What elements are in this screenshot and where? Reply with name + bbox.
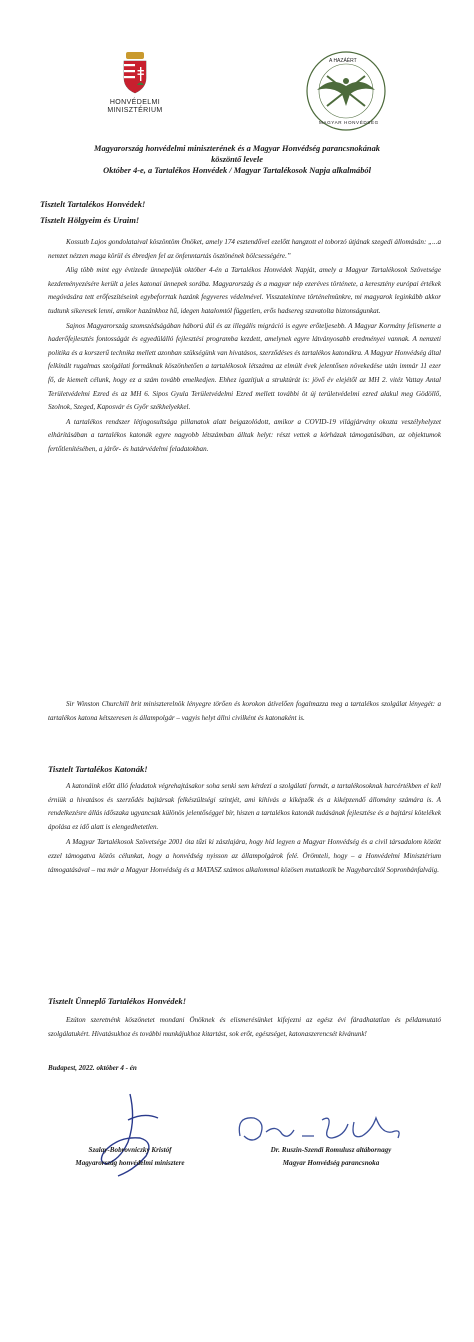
salutation-reservists: Tisztelt Tartalékos Honvédek! <box>40 199 146 209</box>
letter-title <box>40 143 434 176</box>
signatory-minister <box>40 1144 220 1170</box>
title-line2: köszöntő levele <box>211 155 263 164</box>
paragraph-closing: Ezúton szeretnénk köszönetet mondani Önöknek és elismerésünket kifejezni az egész évi fáradhatatlan és példamutató szolgálatukért. Hivatásukhoz és további munkájukhoz kitartást, sok erőt, egészséget, katonaszerencsét kívánunk! <box>48 1016 441 1038</box>
title-line3: Október 4-e, a Tartalékos Honvédek / Magyar Tartalékosok Napja alkalmából <box>103 166 371 175</box>
letter-body-top <box>48 236 441 457</box>
letter-body-middle <box>48 780 441 877</box>
commander-name: Dr. Ruszin-Szendi Romulusz altábornagy <box>270 1146 392 1154</box>
ministry-name-line1: HONVÉDELMI <box>109 99 161 106</box>
ministry-name-line2: MINISZTÉRIUM <box>107 107 163 114</box>
emblem-bottom-text: MAGYAR HONVÉDSÉG <box>319 120 379 125</box>
hungarian-coat-of-arms-icon <box>120 52 150 94</box>
place-date: Budapest, 2022. október 4 - én <box>48 1064 137 1072</box>
paragraph-tasks: A katonáink előtt álló feladatok végrehajtásakor soha senki sem kérdezi a szolgálati formát, a tartalékosoknak harcértékben el kell érniük a hivatásos és szerződés bajtársak felkészültségi szintjét, ami kihívás a kiképzők és a kiképzendő állomány számára is. A rendelkezésre állás időszaka ugyancsak különös jelentőséggel bír, hiszen a tartalékos katonák tudásának fejlesztése és a bajtársi kötelékek ápolása ez idő alatt is elengedhetetlen. <box>48 782 441 831</box>
paragraph-reservist-day: Alig több mint egy évtizede ünnepeljük október 4-én a Tartalékos Honvédek Napját, amely a Magyar Tartalékosok Szövetsége kezdeményezésére került a jeles katonai ünnepek sorába. Magyarország és a magyar nép ezeréves története, a keresztény európai értékek megóvására tett erőfeszítéseink egybeforrtak hazánk fegyveres védelmével. Visszatekintve történelmünkre, mi magyarok leginkább akkor tudtunk sikeresek lenni, amikor hazánkhoz hű, idegen hatalomtól független, erős hadsereg szavatolta biztonságunkat. <box>48 266 441 315</box>
paragraph-churchill: Sir Winston Churchill brit miniszterelnök lényegre törően és korokon átívelően fogalmazza meg a tartalékos szolgálat lényegét: a tartalékos katona kétszeresen is állampolgár – vagyis helyt állni civilként és katonaként is. <box>48 700 441 722</box>
paragraph-matasz: A Magyar Tartalékosok Szövetsége 2001 óta tűzi ki zászlajára, hogy híd legyen a Magyar Honvédség és a civil társadalom között ezzel támogatva közös célunkat, hogy a honvédség nyisson az állampolgárok felé. Örömteli, hogy – a Honvédelmi Minisztérium támogatásával – ma már a Magyar Honvédség és a MATASZ számos alkalommal közösen mutatkozik be Nagybarcától Sopronbánfalváig. <box>48 838 441 874</box>
commander-title: Magyar Honvédség parancsnoka <box>282 1159 380 1167</box>
paragraph-kossuth: Kossuth Lajos gondolataival köszöntöm Önöket, amely 174 esztendővel ezelőtt hangzott el toborzó útjának szegedi állomásán: „...a nemzet nézzen maga körül és ébredjen fel az önfenntartás ösztönének bölcsességére.” <box>48 238 441 260</box>
salutation-celebrating-reservists: Tisztelt Ünneplő Tartalékos Honvédek! <box>48 996 187 1006</box>
paragraph-defence-development: Sajnos Magyarország szomszédságában háború dúl és az illegális migráció is egyre erőteljesebb. A Magyar Kormány felismerte a haderőfejlesztés fontosságát és egyedülálló fejlesztési programba kezdett, amelynek egyre látványosabb eredményei vannak. A nemzeti politika és a korszerű technika mellett azonban szükségünk van hivatásos, szerződéses és tartalékos katonákra. A Magyar Honvédség által felkínált rugalmas szolgálati formáknak köszönhetően a tartalékosok létszáma az elmúlt évek jelentősen növekedése után immár 11 ezer fő, de kiemelt célunk, hogy ez a szám tovább emelkedjen. Ehhez igazítjuk a struktúrát is: jövő év elejétől az MH 2. vitéz Vattay Antal Területvédelmi Ezred és az MH 6. Sipos Gyula Területvédelmi Ezred mellett további öt új területvédelmi ezred alakul meg Gödöllő, Szolnok, Szeged, Kaposvár és Győr székhelyekkel. <box>48 321 441 412</box>
paragraph-covid: A tartalékos rendszer létjogosultsága pillanatok alatt beigazolódott, amikor a COVID-19 világjárvány okozta veszélyhelyzet elhárításában a tartalékos katonák egyre nagyobb létszámban álltak helyt: részt vettek a kórházak támogatásában, az objektumok fertőtlenítésében, a járőr- és határvédelmi feladatokban. <box>48 417 441 453</box>
emblem-text: A HAZÁÉRT <box>329 58 357 64</box>
salutation-ladies-gentlemen: Tisztelt Hölgyeim és Uraim! <box>40 215 140 225</box>
defence-forces-emblem <box>305 50 387 132</box>
title-line1: Magyarország honvédelmi miniszterének és a Magyar Honvédség parancsnokának <box>94 144 380 153</box>
ministry-logo <box>90 52 180 115</box>
minister-name: Szalay-Bobrovniczky Kristóf <box>88 1146 172 1154</box>
salutation-reserve-soldiers: Tisztelt Tartalékos Katonák! <box>48 764 148 774</box>
signatory-commander <box>226 1144 436 1170</box>
minister-title: Magyarország honvédelmi minisztere <box>75 1159 185 1167</box>
